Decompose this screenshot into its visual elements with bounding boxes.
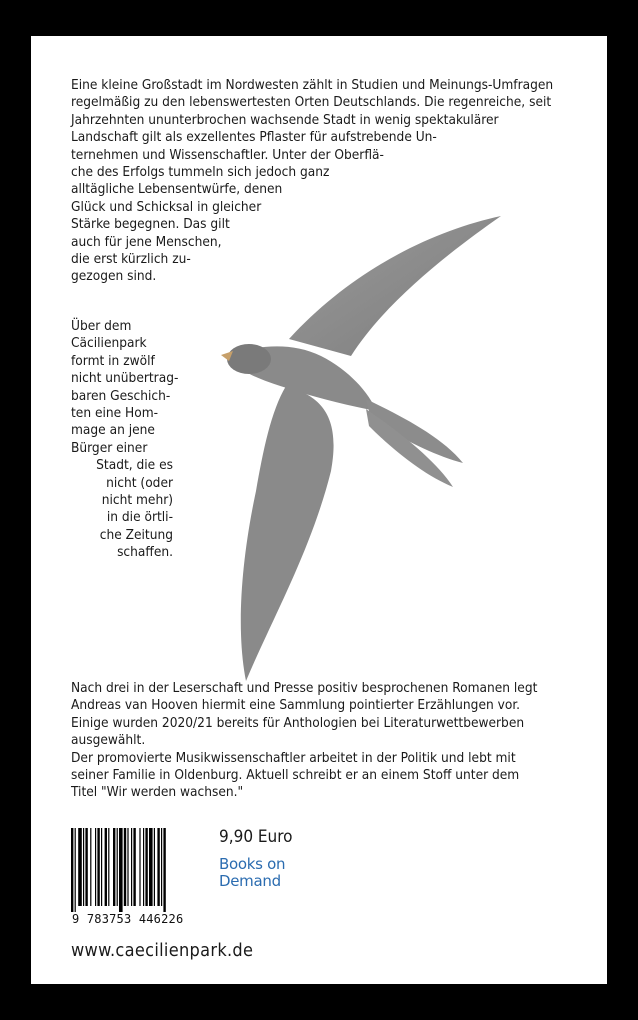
barcode-bar [101, 828, 102, 906]
barcode-bar [119, 828, 123, 912]
back-cover [31, 36, 607, 984]
barcode-bar [131, 828, 132, 906]
park-line: Stadt, die es [96, 457, 173, 474]
park-line: che Zeitung [99, 526, 173, 543]
park-line: schaffen. [117, 544, 173, 561]
park-line: in die örtli- [106, 509, 173, 526]
intro-line: Jahrzehnten ununterbrochen wachsende Stadt in wenig spektakulärer [71, 111, 499, 128]
park-line: Über dem [71, 318, 132, 334]
barcode-bar [145, 828, 147, 906]
barcode-bar [113, 828, 115, 906]
park-line: mage an jene [71, 422, 155, 439]
intro-line: che des Erfolgs tummeln sich jedoch ganz [71, 164, 330, 181]
website-url: www.caecilienpark.de [71, 940, 254, 961]
isbn-number: 9 783753 446226 [72, 912, 184, 926]
barcode-bar [149, 828, 153, 906]
intro-line: alltägliche Lebensentwürfe, denen [71, 181, 283, 198]
intro-line: Landschaft gilt als exzellentes Pflaster für aufstrebende Un- [71, 129, 437, 146]
barcode-bar [124, 828, 126, 906]
barcode-bar [127, 828, 128, 906]
intro-line: regelmäßig zu den lebenswertesten Orten Deutschlands. Die regenreiche, seit [71, 94, 552, 111]
park-line: nicht unübertrag- [71, 370, 179, 387]
intro-line: ternehmen und Wissenschaftler. Unter der Oberflä- [71, 146, 384, 163]
intro-paragraph [71, 77, 553, 286]
barcode-bar [78, 828, 82, 906]
author-line: Nach drei in der Leserschaft und Presse positiv besprochenen Romanen legt [71, 680, 538, 696]
barcode-bar [143, 828, 144, 906]
author-paragraph [71, 680, 537, 802]
barcode-bar [75, 828, 76, 912]
author-line: seiner Familie in Oldenburg. Aktuell schreibt er an einem Stoff unter dem [71, 767, 520, 784]
park-line: nicht mehr) [101, 492, 173, 509]
barcode-bar [133, 828, 135, 906]
price: 9,90 Euro [219, 827, 293, 847]
intro-line: die erst kürzlich zu- [71, 251, 191, 268]
barcode-bar [163, 828, 165, 912]
park-line: nicht (oder [106, 474, 173, 491]
intro-line: Eine kleine Großstadt im Nordwesten zählt in Studien und Meinungs-Umfragen [71, 77, 554, 93]
barcode-bar [139, 828, 140, 906]
barcode-bar [117, 828, 118, 906]
park-line: baren Geschich- [71, 387, 171, 404]
barcode-bar [105, 828, 107, 906]
author-line: ausgewählt. [71, 732, 146, 749]
park-line: Cäcilienpark [71, 335, 147, 352]
park-line: formt in zwölf [71, 352, 155, 369]
intro-line: Glück und Schicksal in gleicher [71, 198, 262, 215]
barcode-bar [157, 828, 159, 906]
author-line: Titel "Wir werden wachsen." [71, 784, 244, 801]
barcode-bar [108, 828, 109, 906]
barcode-bar [90, 828, 91, 906]
author-line: Der promovierte Musikwissenschaftler arbeitet in der Politik und lebt mit [71, 749, 516, 766]
park-line: Bürger einer [71, 439, 148, 456]
intro-line: gezogen sind. [71, 268, 157, 285]
barcode-bar [154, 828, 155, 906]
barcode-bar [85, 828, 87, 906]
intro-line: auch für jene Menschen, [71, 233, 222, 250]
barcode-bar [71, 828, 73, 912]
barcode-bar [97, 828, 99, 906]
publisher-line-2: Demand [219, 872, 281, 890]
intro-line: Stärke begegnen. Das gilt [71, 216, 230, 233]
publisher-line-1: Books on [219, 855, 286, 873]
author-line: Einige wurden 2020/21 bereits für Anthologien bei Literaturwettbewerben [71, 714, 525, 731]
author-line: Andreas van Hooven hiermit eine Sammlung pointierter Erzählungen vor. [71, 697, 520, 714]
publisher-logo [219, 856, 285, 890]
park-paragraph [71, 318, 179, 562]
barcode-bar [95, 828, 96, 906]
barcode-bar [83, 828, 84, 906]
park-line: ten eine Hom- [71, 405, 159, 422]
barcode-bar [161, 828, 162, 906]
